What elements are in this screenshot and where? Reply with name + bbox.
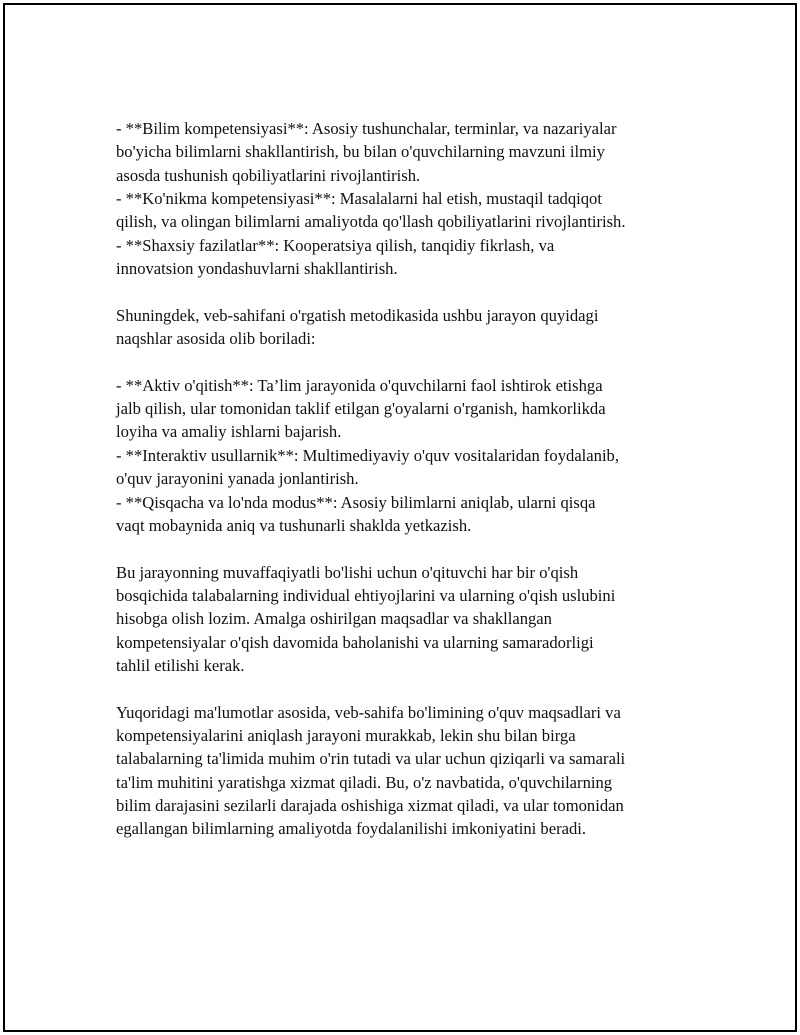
text-line: - **Qisqacha va lo'nda modus**: Asosiy bilimlarni aniqlab, ularni qisqa: [116, 492, 596, 512]
text-line: vaqt mobaynida aniq va tushunarli shaklda yetkazish.: [116, 515, 472, 535]
paragraph-gap: [116, 537, 696, 560]
text-line: - **Shaxsiy fazilatlar**: Kooperatsiya qilish, tanqidiy fikrlash, va: [116, 235, 555, 255]
text-line: - **Aktiv o'qitish**: Ta’lim jarayonida o'quvchilarni faol ishtirok etishga: [116, 375, 603, 395]
text-line: Yuqoridagi ma'lumotlar asosida, veb-sahifa bo'limining o'quv maqsadlari va: [116, 702, 621, 722]
paragraph-gap: [116, 280, 696, 303]
text-line: - **Ko'nikma kompetensiyasi**: Masalalarni hal etish, mustaqil tadqiqot: [116, 189, 602, 209]
text-line: tahlil etilishi kerak.: [116, 655, 245, 675]
paragraph-conclusion: [116, 701, 696, 841]
text-line: Bu jarayonning muvaffaqiyatli bo'lishi uchun o'qituvchi har bir o'qish: [116, 562, 579, 582]
text-line: qilish, va olingan bilimlarni amaliyotda qo'llash qobiliyatlarini rivojlantirish.: [116, 212, 626, 232]
text-line: - **Interaktiv usullarnik**: Multimediyaviy o'quv vositalaridan foydalanib,: [116, 445, 620, 465]
paragraph-competencies: [116, 117, 696, 280]
paragraph-gap: [116, 350, 696, 373]
text-line: egallangan bilimlarning amaliyotda foydalanilishi imkoniyatini beradi.: [116, 819, 587, 839]
text-line: loyiha va amaliy ishlarni bajarish.: [116, 422, 342, 442]
text-line: Shuningdek, veb-sahifani o'rgatish metodikasida ushbu jarayon quyidagi: [116, 305, 599, 325]
text-line: kompetensiyalarini aniqlash jarayoni murakkab, lekin shu bilan birga: [116, 725, 576, 745]
document-body: [116, 117, 696, 841]
paragraph-gap: [116, 677, 696, 700]
paragraph-teaching-patterns: [116, 374, 696, 537]
text-line: bosqichida talabalarning individual ehtiyojlarini va ularning o'qish uslubini: [116, 585, 616, 605]
paragraph-methodology-intro: [116, 304, 696, 351]
text-line: innovatsion yondashuvlarni shakllantirish.: [116, 259, 398, 279]
text-line: bo'yicha bilimlarni shakllantirish, bu bilan o'quvchilarning mavzuni ilmiy: [116, 142, 605, 162]
text-line: talabalarning ta'limida muhim o'rin tutadi va ular uchun qiziqarli va samarali: [116, 749, 626, 769]
text-line: jalb qilish, ular tomonidan taklif etilgan g'oyalarni o'rganish, hamkorlikda: [116, 399, 606, 419]
text-line: - **Bilim kompetensiyasi**: Asosiy tushunchalar, terminlar, va nazariyalar: [116, 119, 617, 138]
text-line: hisobga olish lozim. Amalga oshirilgan maqsadlar va shakllangan: [116, 609, 552, 629]
text-line: asosda tushunish qobiliyatlarini rivojlantirish.: [116, 165, 421, 185]
paragraph-success-conditions: [116, 561, 696, 678]
text-line: bilim darajasini sezilarli darajada oshishiga xizmat qiladi, va ular tomonidan: [116, 795, 624, 815]
text-line: o'quv jarayonini yanada jonlantirish.: [116, 469, 359, 489]
text-line: kompetensiyalar o'qish davomida baholanishi va ularning samaradorligi: [116, 632, 594, 652]
text-line: ta'lim muhitini yaratishga xizmat qiladi. Bu, o'z navbatida, o'quvchilarning: [116, 772, 613, 792]
text-line: naqshlar asosida olib boriladi:: [116, 329, 316, 349]
